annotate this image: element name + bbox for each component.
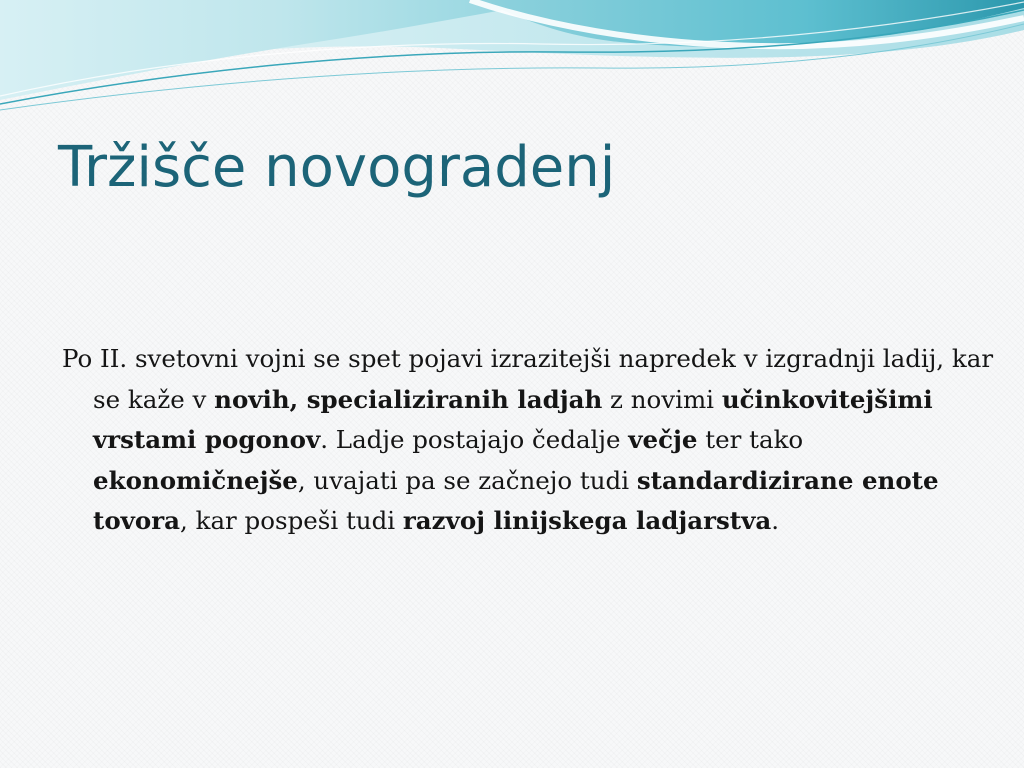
body-text-segment: , uvajati pa se začnejo tudi bbox=[297, 465, 637, 495]
body-text-bold-segment: razvoj linijskega ladjarstva bbox=[402, 506, 772, 535]
body-text-bold-segment: ekonomičnejše bbox=[93, 465, 298, 495]
body-text-bold-segment: večje bbox=[628, 425, 698, 454]
body-paragraph bbox=[62, 339, 998, 542]
body-text-segment: z novimi bbox=[602, 384, 722, 414]
header-wave-decoration bbox=[0, 0, 1024, 130]
body-text-segment: . bbox=[771, 506, 780, 535]
body-text-bold-segment: novih, specializiranih ladjah bbox=[214, 384, 603, 414]
body-text-bold-segment: standardizirane enote tovora bbox=[93, 465, 939, 535]
slide-title: Tržišče novogradenj bbox=[58, 135, 616, 200]
body-text-segment: ter tako bbox=[697, 425, 804, 454]
body-text-segment: , kar pospeši tudi bbox=[180, 506, 403, 535]
body-text-segment: Po II. svetovni vojni se spet pojavi izrazitejši napredek v izgradnji ladij, kar se kaže v bbox=[62, 344, 994, 414]
body-text-bold-segment: učinkovitejšimi vrstami pogonov bbox=[93, 384, 933, 454]
body-text-segment: . Ladje postajajo čedalje bbox=[320, 425, 629, 454]
